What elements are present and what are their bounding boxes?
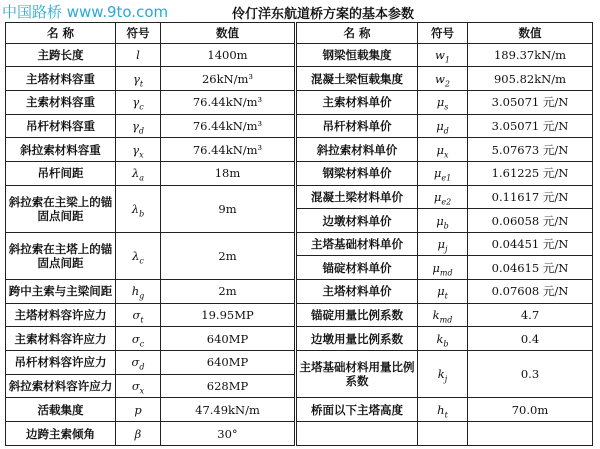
left-param-symbol: $\sigma_c$ [116, 327, 161, 351]
left-param-name: 吊杆材料容重 [6, 114, 116, 138]
right-param-value: 4.7 [468, 303, 593, 327]
left-param-value: 18m [161, 161, 296, 185]
left-param-name: 斜拉索材料容重 [6, 138, 116, 162]
right-param-value: 0.3 [468, 351, 593, 398]
empty-cell [468, 422, 593, 446]
header-symbol-left: 符号 [116, 23, 161, 44]
right-param-value: 905.82kN/m [468, 67, 593, 91]
right-param-symbol: $w_2$ [418, 67, 468, 91]
right-param-name: 吊杆材料单价 [296, 114, 418, 138]
right-param-value: 3.05071 元/N [468, 114, 593, 138]
right-param-symbol: $w_1$ [418, 43, 468, 67]
left-param-symbol: $\sigma_t$ [116, 303, 161, 327]
left-param-name: 主跨长度 [6, 43, 116, 67]
left-param-symbol: $\sigma_x$ [116, 374, 161, 398]
right-param-name: 钢梁恒载集度 [296, 43, 418, 67]
right-param-value: 1.61225 元/N [468, 161, 593, 185]
table-row [6, 185, 593, 209]
left-param-value: 9m [161, 185, 296, 232]
left-param-value: 76.44kN/m³ [161, 114, 296, 138]
header-value-right: 数值 [468, 23, 593, 44]
right-param-symbol: $k_j$ [418, 351, 468, 398]
right-param-symbol: $\mu_j$ [418, 232, 468, 256]
right-param-symbol: $k_b$ [418, 327, 468, 351]
left-param-value: 30° [161, 422, 296, 446]
right-param-value: 0.07608 元/N [468, 280, 593, 304]
left-param-value: 2m [161, 280, 296, 304]
table-header-row [6, 23, 593, 44]
left-param-name: 主塔材料容重 [6, 67, 116, 91]
left-param-name: 活载集度 [6, 398, 116, 422]
right-param-name: 主塔基础材料单价 [296, 232, 418, 256]
left-param-value: 76.44kN/m³ [161, 90, 296, 114]
parameter-table [5, 22, 593, 446]
left-param-symbol: β [116, 422, 161, 446]
table-row [6, 327, 593, 351]
right-param-symbol: $\mu_b$ [418, 209, 468, 233]
right-param-name: 斜拉索材料单价 [296, 138, 418, 162]
left-param-name: 吊杆间距 [6, 161, 116, 185]
left-param-value: 76.44kN/m³ [161, 138, 296, 162]
right-param-name: 主塔材料单价 [296, 280, 418, 304]
table-row [6, 303, 593, 327]
right-param-symbol: $k_{md}$ [418, 303, 468, 327]
table-row [6, 280, 593, 304]
left-param-value: 640MP [161, 327, 296, 351]
right-param-symbol: $\mu_d$ [418, 114, 468, 138]
table-row [6, 43, 593, 67]
left-param-symbol: $\lambda_c$ [116, 232, 161, 279]
table-row [6, 90, 593, 114]
left-param-name: 主索材料容重 [6, 90, 116, 114]
right-param-value: 5.07673 元/N [468, 138, 593, 162]
watermark: 中国路桥 www.9to.com [2, 3, 169, 21]
left-param-symbol: $h_g$ [116, 280, 161, 304]
table-row [6, 114, 593, 138]
right-param-value: 189.37kN/m [468, 43, 593, 67]
table-row [6, 161, 593, 185]
left-param-value: 2m [161, 232, 296, 279]
left-param-symbol: l [116, 43, 161, 67]
header-name-left: 名 称 [6, 23, 116, 44]
right-param-symbol: $\mu_s$ [418, 90, 468, 114]
right-param-name: 锚碇材料单价 [296, 256, 418, 280]
right-param-value: 70.0m [468, 398, 593, 422]
left-param-value: 1400m [161, 43, 296, 67]
right-param-symbol: $\mu_t$ [418, 280, 468, 304]
right-param-name: 混凝土梁材料单价 [296, 185, 418, 209]
right-param-symbol: $h_t$ [418, 398, 468, 422]
left-param-name: 斜拉索在主梁上的锚固点间距 [6, 185, 116, 232]
right-param-name: 混凝土梁恒载集度 [296, 67, 418, 91]
empty-cell [418, 422, 468, 446]
right-param-symbol: $\mu_x$ [418, 138, 468, 162]
left-param-symbol: $\gamma_x$ [116, 138, 161, 162]
left-param-symbol: $\lambda_a$ [116, 161, 161, 185]
right-param-name: 桥面以下主塔高度 [296, 398, 418, 422]
left-param-name: 斜拉索在主塔上的锚固点间距 [6, 232, 116, 279]
caption-bar [0, 0, 600, 22]
header-name-right: 名 称 [296, 23, 418, 44]
right-param-name: 锚碇用量比例系数 [296, 303, 418, 327]
left-param-value: 47.49kN/m [161, 398, 296, 422]
left-param-symbol: $\gamma_c$ [116, 90, 161, 114]
table-row [6, 422, 593, 446]
left-param-name: 跨中主索与主梁间距 [6, 280, 116, 304]
left-param-symbol: $\gamma_d$ [116, 114, 161, 138]
right-param-value: 3.05071 元/N [468, 90, 593, 114]
right-param-name: 边墩用量比例系数 [296, 327, 418, 351]
right-param-value: 0.04451 元/N [468, 232, 593, 256]
right-param-name: 主塔基础材料用量比例系数 [296, 351, 418, 398]
header-symbol-right: 符号 [418, 23, 468, 44]
left-param-symbol: p [116, 398, 161, 422]
left-param-name: 主索材料容许应力 [6, 327, 116, 351]
right-param-value: 0.06058 元/N [468, 209, 593, 233]
right-param-value: 0.04615 元/N [468, 256, 593, 280]
left-param-name: 吊杆材料容许应力 [6, 351, 116, 375]
left-param-symbol: $\gamma_t$ [116, 67, 161, 91]
left-param-value: 19.95MP [161, 303, 296, 327]
right-param-symbol: $\mu_{e1}$ [418, 161, 468, 185]
left-param-name: 斜拉索材料容许应力 [6, 374, 116, 398]
table-row [6, 351, 593, 375]
right-param-value: 0.4 [468, 327, 593, 351]
left-param-value: 640MP [161, 351, 296, 375]
table-row [6, 232, 593, 256]
table-row [6, 67, 593, 91]
empty-cell [296, 422, 418, 446]
left-param-name: 边跨主索倾角 [6, 422, 116, 446]
right-param-symbol: $\mu_{e2}$ [418, 185, 468, 209]
right-param-symbol: $\mu_{md}$ [418, 256, 468, 280]
left-param-value: 26kN/m³ [161, 67, 296, 91]
left-param-name: 主塔材料容许应力 [6, 303, 116, 327]
right-param-name: 边墩材料单价 [296, 209, 418, 233]
left-param-value: 628MP [161, 374, 296, 398]
table-row [6, 398, 593, 422]
header-value-left: 数值 [161, 23, 296, 44]
table-row [6, 138, 593, 162]
right-param-value: 0.11617 元/N [468, 185, 593, 209]
right-param-name: 主索材料单价 [296, 90, 418, 114]
left-param-symbol: $\lambda_b$ [116, 185, 161, 232]
left-param-symbol: $\sigma_d$ [116, 351, 161, 375]
table-title: 伶仃洋东航道桥方案的基本参数 [232, 7, 415, 22]
right-param-name: 钢梁材料单价 [296, 161, 418, 185]
